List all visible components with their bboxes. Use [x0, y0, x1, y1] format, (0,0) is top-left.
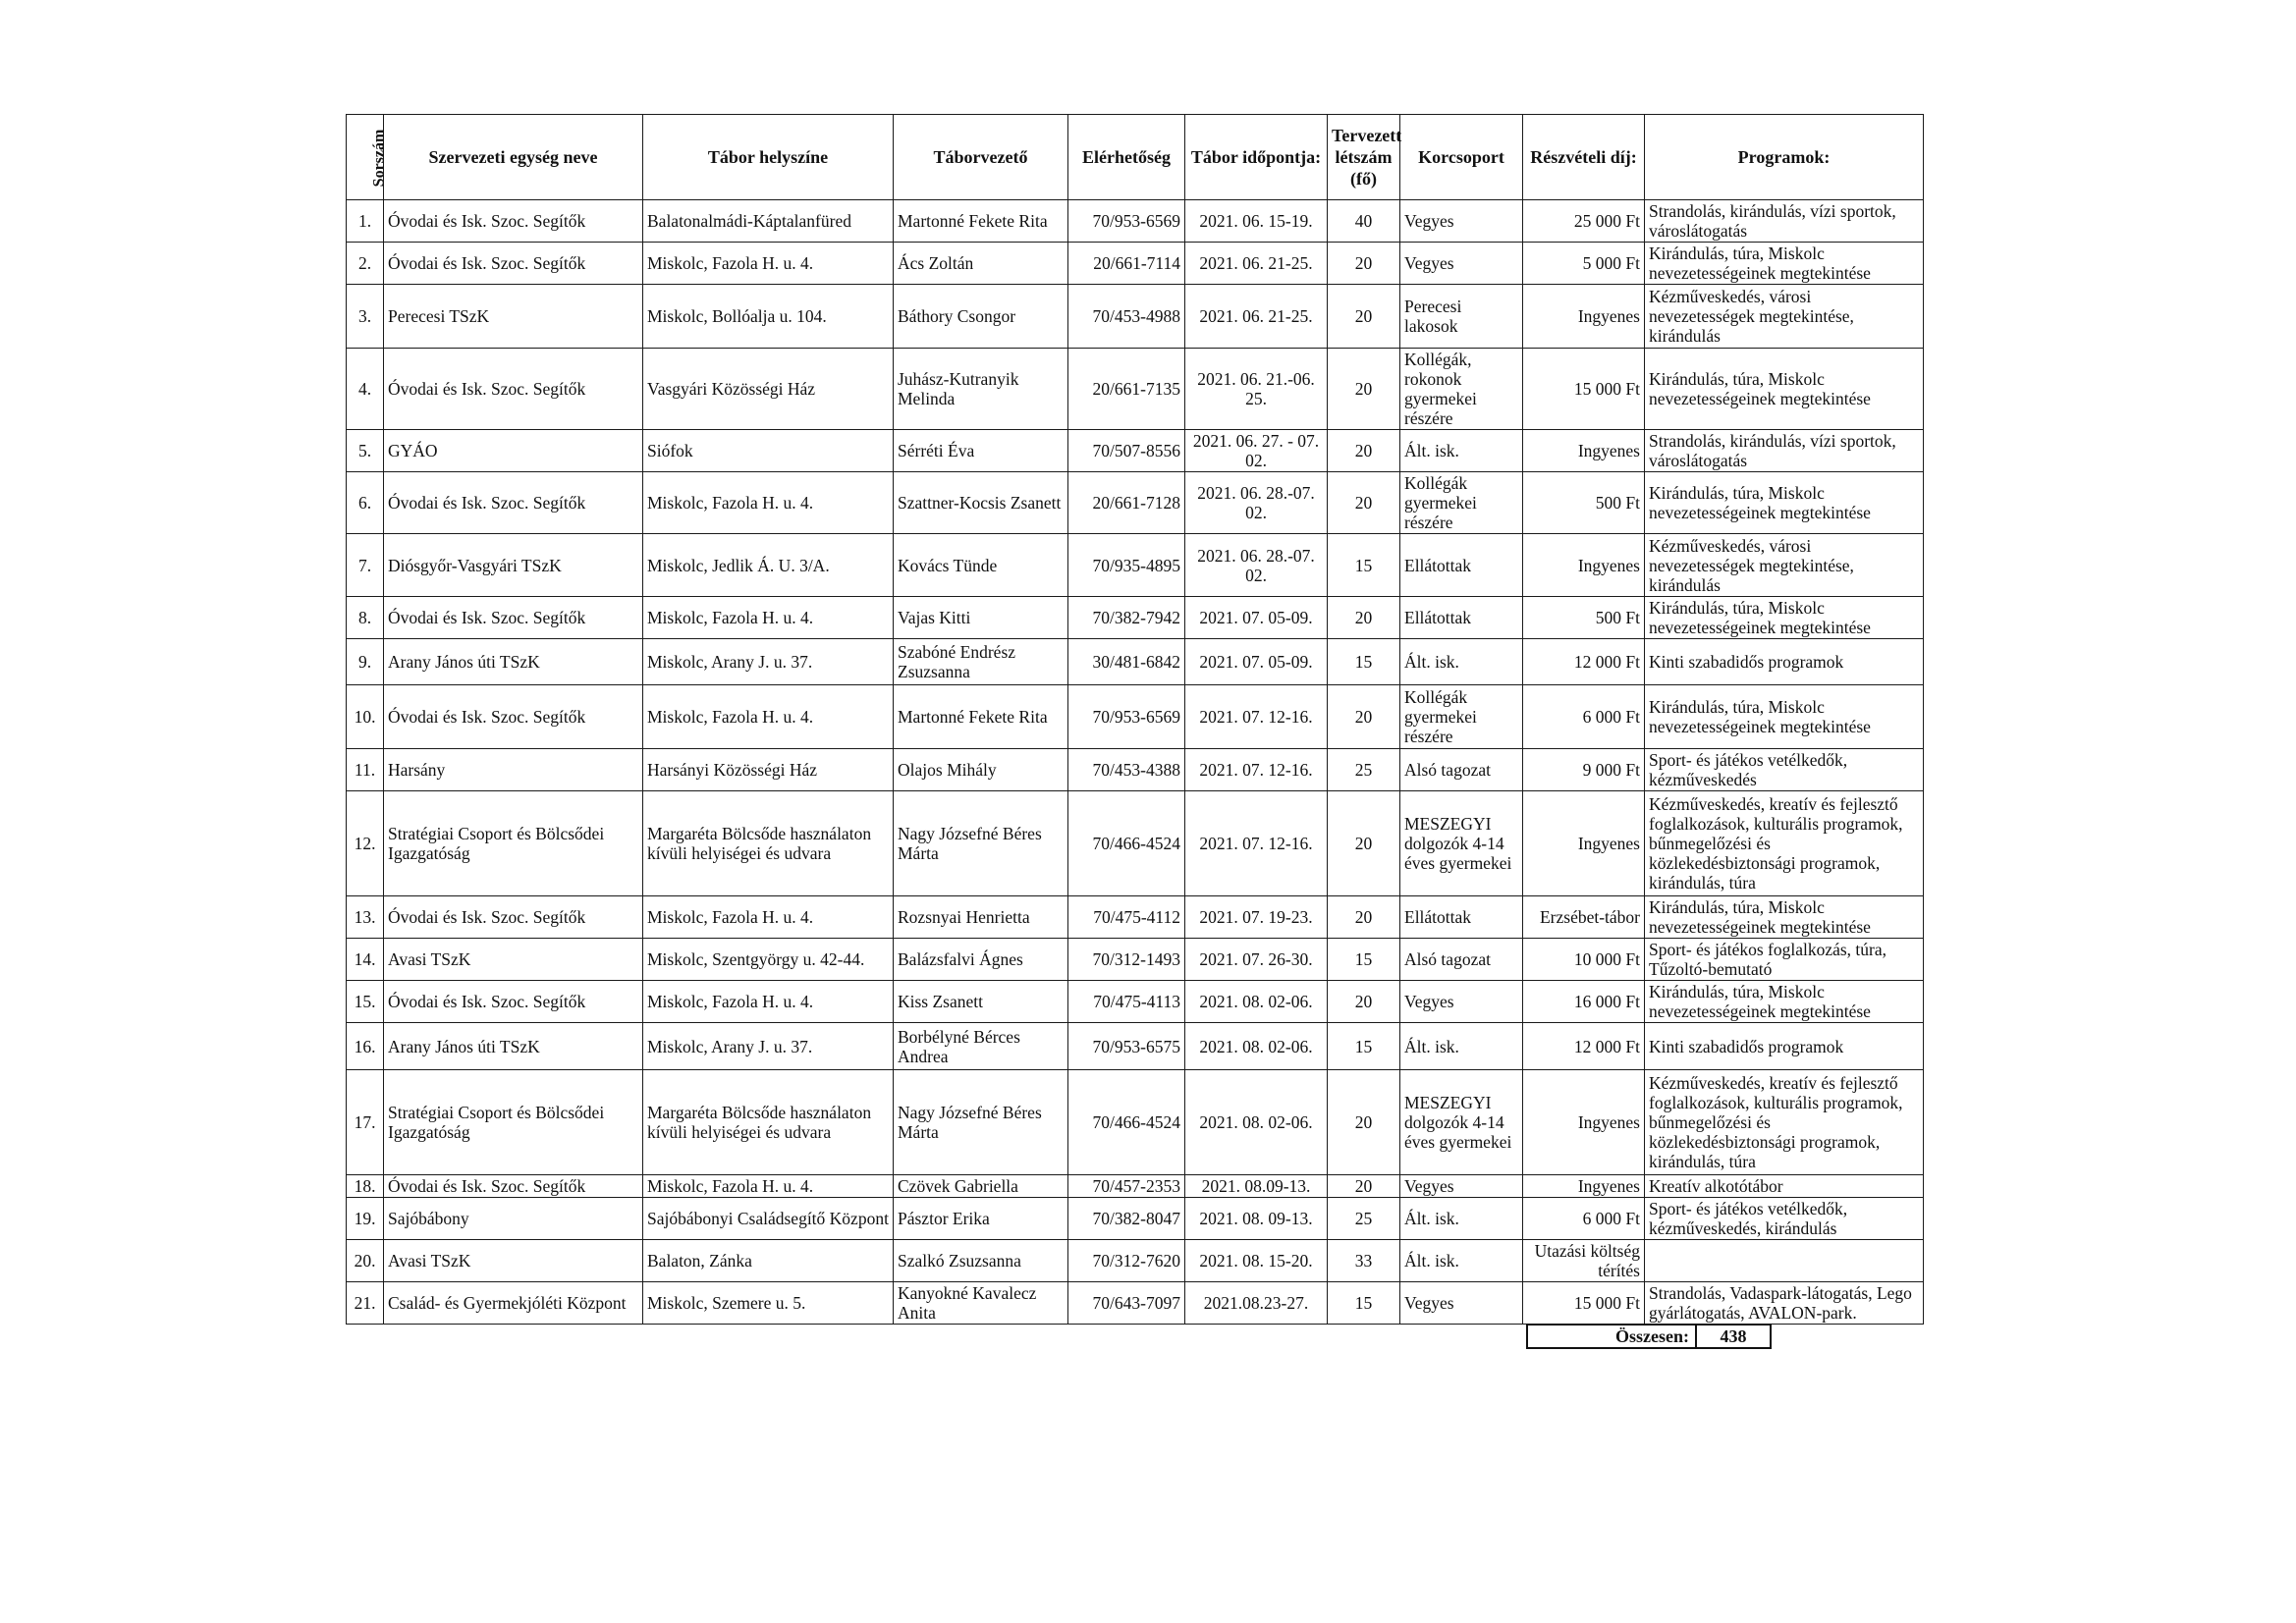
cell-count: 20 [1328, 243, 1400, 285]
cell-programs: Kirándulás, túra, Miskolc nevezetességeinek megtekintése [1645, 243, 1924, 285]
cell-phone: 70/953-6569 [1068, 200, 1185, 243]
cell-fee: 6 000 Ft [1523, 685, 1645, 749]
cell-unit: Óvodai és Isk. Szoc. Segítők [384, 597, 643, 639]
cell-age-group: Vegyes [1400, 1282, 1523, 1325]
total-value: 438 [1696, 1325, 1771, 1348]
cell-unit: Diósgyőr-Vasgyári TSzK [384, 534, 643, 597]
cell-date: 2021. 06. 21.-06. 25. [1185, 349, 1328, 430]
cell-unit: Óvodai és Isk. Szoc. Segítők [384, 981, 643, 1023]
table-row [347, 1175, 1924, 1198]
cell-leader: Sérréti Éva [894, 430, 1068, 472]
cell-fee: 12 000 Ft [1523, 1023, 1645, 1070]
cell-programs: Kirándulás, túra, Miskolc nevezetességeinek megtekintése [1645, 685, 1924, 749]
cell-fee: 15 000 Ft [1523, 349, 1645, 430]
table-row [347, 1282, 1924, 1325]
cell-place: Miskolc, Arany J. u. 37. [643, 1023, 894, 1070]
cell-age-group: Kollégák gyermekei részére [1400, 685, 1523, 749]
cell-unit: Sajóbábony [384, 1198, 643, 1240]
cell-phone: 70/643-7097 [1068, 1282, 1185, 1325]
cell-place: Miskolc, Bollóalja u. 104. [643, 285, 894, 349]
table-row [347, 639, 1924, 685]
cell-count: 20 [1328, 981, 1400, 1023]
cell-programs: Kézműveskedés, városi nevezetességek megtekintése, kirándulás [1645, 285, 1924, 349]
cell-count: 15 [1328, 939, 1400, 981]
table-row [347, 200, 1924, 243]
cell-unit: Óvodai és Isk. Szoc. Segítők [384, 896, 643, 939]
cell-date: 2021. 06. 21-25. [1185, 285, 1328, 349]
cell-age-group: Ellátottak [1400, 597, 1523, 639]
cell-fee: Utazási költség térítés [1523, 1240, 1645, 1282]
cell-phone: 70/466-4524 [1068, 791, 1185, 896]
cell-phone: 70/466-4524 [1068, 1070, 1185, 1175]
cell-number: 16. [347, 1023, 384, 1070]
cell-number: 15. [347, 981, 384, 1023]
cell-number: 21. [347, 1282, 384, 1325]
cell-unit: Óvodai és Isk. Szoc. Segítők [384, 1175, 643, 1198]
header-phone: Elérhetőség [1068, 115, 1185, 200]
cell-phone: 70/475-4112 [1068, 896, 1185, 939]
cell-date: 2021. 07. 26-30. [1185, 939, 1328, 981]
cell-number: 9. [347, 639, 384, 685]
cell-number: 2. [347, 243, 384, 285]
cell-programs: Sport- és játékos foglalkozás, túra, Tűzoltó-bemutató [1645, 939, 1924, 981]
cell-fee: 6 000 Ft [1523, 1198, 1645, 1240]
cell-count: 20 [1328, 1175, 1400, 1198]
header-leader: Táborvezető [894, 115, 1068, 200]
cell-date: 2021. 06. 28.-07. 02. [1185, 534, 1328, 597]
table-row [347, 285, 1924, 349]
cell-unit: Stratégiai Csoport és Bölcsődei Igazgatóság [384, 791, 643, 896]
cell-date: 2021. 07. 12-16. [1185, 685, 1328, 749]
cell-place: Balaton, Zánka [643, 1240, 894, 1282]
cell-place: Miskolc, Fazola H. u. 4. [643, 1175, 894, 1198]
table-row [347, 791, 1924, 896]
cell-programs: Kinti szabadidős programok [1645, 1023, 1924, 1070]
cell-phone: 30/481-6842 [1068, 639, 1185, 685]
cell-leader: Nagy Józsefné Béres Márta [894, 791, 1068, 896]
cell-number: 5. [347, 430, 384, 472]
header-unit: Szervezeti egység neve [384, 115, 643, 200]
cell-place: Miskolc, Fazola H. u. 4. [643, 243, 894, 285]
header-count: Tervezett létszám (fő) [1328, 115, 1400, 200]
cell-phone: 70/382-8047 [1068, 1198, 1185, 1240]
cell-programs: Kirándulás, túra, Miskolc nevezetességeinek megtekintése [1645, 472, 1924, 534]
cell-leader: Nagy Józsefné Béres Márta [894, 1070, 1068, 1175]
cell-phone: 70/453-4988 [1068, 285, 1185, 349]
cell-number: 3. [347, 285, 384, 349]
cell-count: 20 [1328, 472, 1400, 534]
cell-programs: Sport- és játékos vetélkedők, kézműveskedés, kirándulás [1645, 1198, 1924, 1240]
cell-programs: Kirándulás, túra, Miskolc nevezetességeinek megtekintése [1645, 349, 1924, 430]
cell-fee: 9 000 Ft [1523, 749, 1645, 791]
cell-fee: 5 000 Ft [1523, 243, 1645, 285]
cell-fee: Erzsébet-tábor [1523, 896, 1645, 939]
cell-unit: Perecesi TSzK [384, 285, 643, 349]
cell-programs: Kreatív alkotótábor [1645, 1175, 1924, 1198]
cell-age-group: MESZEGYI dolgozók 4-14 éves gyermekei [1400, 1070, 1523, 1175]
cell-age-group: Vegyes [1400, 200, 1523, 243]
cell-leader: Pásztor Erika [894, 1198, 1068, 1240]
cell-age-group: Ált. isk. [1400, 639, 1523, 685]
cell-unit: Harsány [384, 749, 643, 791]
header-age-group: Korcsoport [1400, 115, 1523, 200]
cell-date: 2021. 06. 27. - 07. 02. [1185, 430, 1328, 472]
cell-unit: Óvodai és Isk. Szoc. Segítők [384, 243, 643, 285]
cell-date: 2021. 06. 21-25. [1185, 243, 1328, 285]
cell-count: 15 [1328, 1023, 1400, 1070]
cell-age-group: Ált. isk. [1400, 1198, 1523, 1240]
cell-programs: Kirándulás, túra, Miskolc nevezetességeinek megtekintése [1645, 597, 1924, 639]
cell-count: 25 [1328, 1198, 1400, 1240]
cell-date: 2021. 08. 15-20. [1185, 1240, 1328, 1282]
cell-leader: Juhász-Kutranyik Melinda [894, 349, 1068, 430]
cell-count: 15 [1328, 639, 1400, 685]
cell-leader: Rozsnyai Henrietta [894, 896, 1068, 939]
cell-number: 1. [347, 200, 384, 243]
cell-number: 13. [347, 896, 384, 939]
cell-leader: Szattner-Kocsis Zsanett [894, 472, 1068, 534]
cell-age-group: Perecesi lakosok [1400, 285, 1523, 349]
cell-fee: 500 Ft [1523, 472, 1645, 534]
table-row [347, 430, 1924, 472]
cell-place: Miskolc, Fazola H. u. 4. [643, 896, 894, 939]
table-row [347, 1198, 1924, 1240]
cell-age-group: MESZEGYI dolgozók 4-14 éves gyermekei [1400, 791, 1523, 896]
cell-leader: Báthory Csongor [894, 285, 1068, 349]
cell-number: 12. [347, 791, 384, 896]
header-fee: Részvételi díj: [1523, 115, 1645, 200]
cell-programs: Strandolás, kirándulás, vízi sportok, városlátogatás [1645, 200, 1924, 243]
cell-phone: 70/953-6575 [1068, 1023, 1185, 1070]
cell-date: 2021. 08.09-13. [1185, 1175, 1328, 1198]
cell-phone: 70/312-1493 [1068, 939, 1185, 981]
cell-count: 20 [1328, 430, 1400, 472]
cell-leader: Kiss Zsanett [894, 981, 1068, 1023]
cell-place: Miskolc, Fazola H. u. 4. [643, 981, 894, 1023]
cell-phone: 70/382-7942 [1068, 597, 1185, 639]
cell-count: 20 [1328, 597, 1400, 639]
cell-phone: 70/453-4388 [1068, 749, 1185, 791]
table-row [347, 1070, 1924, 1175]
cell-number: 17. [347, 1070, 384, 1175]
cell-place: Miskolc, Szemere u. 5. [643, 1282, 894, 1325]
table-row [347, 1240, 1924, 1282]
header-sorszam: Sorszám [347, 115, 384, 200]
table-row [347, 349, 1924, 430]
cell-place: Miskolc, Arany J. u. 37. [643, 639, 894, 685]
cell-programs: Sport- és játékos vetélkedők, kézműveskedés [1645, 749, 1924, 791]
cell-count: 20 [1328, 685, 1400, 749]
cell-date: 2021. 07. 12-16. [1185, 749, 1328, 791]
cell-phone: 20/661-7128 [1068, 472, 1185, 534]
cell-phone: 70/475-4113 [1068, 981, 1185, 1023]
cell-leader: Borbélyné Bérces Andrea [894, 1023, 1068, 1070]
cell-age-group: Ált. isk. [1400, 430, 1523, 472]
cell-fee: 500 Ft [1523, 597, 1645, 639]
cell-date: 2021.08.23-27. [1185, 1282, 1328, 1325]
cell-place: Margaréta Bölcsőde használaton kívüli helyiségei és udvara [643, 1070, 894, 1175]
cell-age-group: Kollégák gyermekei részére [1400, 472, 1523, 534]
camp-schedule-sheet [346, 114, 1924, 1346]
cell-fee: Ingyenes [1523, 1070, 1645, 1175]
cell-unit: Óvodai és Isk. Szoc. Segítők [384, 349, 643, 430]
cell-fee: Ingyenes [1523, 430, 1645, 472]
cell-count: 20 [1328, 285, 1400, 349]
cell-count: 33 [1328, 1240, 1400, 1282]
cell-fee: 16 000 Ft [1523, 981, 1645, 1023]
cell-programs: Kézműveskedés, városi nevezetességek megtekintése, kirándulás [1645, 534, 1924, 597]
cell-programs: Kirándulás, túra, Miskolc nevezetességeinek megtekintése [1645, 981, 1924, 1023]
table-row [347, 534, 1924, 597]
cell-programs: Kinti szabadidős programok [1645, 639, 1924, 685]
cell-fee: 25 000 Ft [1523, 200, 1645, 243]
totals-box [1526, 1324, 1772, 1349]
cell-unit: Család- és Gyermekjóléti Központ [384, 1282, 643, 1325]
cell-unit: Óvodai és Isk. Szoc. Segítők [384, 685, 643, 749]
table-row [347, 749, 1924, 791]
cell-number: 8. [347, 597, 384, 639]
header-date: Tábor időpontja: [1185, 115, 1328, 200]
cell-count: 20 [1328, 791, 1400, 896]
camp-table [346, 114, 1924, 1325]
header-programs: Programok: [1645, 115, 1924, 200]
cell-fee: Ingyenes [1523, 285, 1645, 349]
cell-place: Balatonalmádi-Káptalanfüred [643, 200, 894, 243]
cell-place: Harsányi Közösségi Ház [643, 749, 894, 791]
cell-programs [1645, 1240, 1924, 1282]
cell-programs: Strandolás, Vadaspark-látogatás, Lego gyárlátogatás, AVALON-park. [1645, 1282, 1924, 1325]
cell-date: 2021. 08. 02-06. [1185, 981, 1328, 1023]
cell-phone: 70/935-4895 [1068, 534, 1185, 597]
cell-age-group: Ellátottak [1400, 896, 1523, 939]
cell-fee: Ingyenes [1523, 791, 1645, 896]
cell-age-group: Alsó tagozat [1400, 749, 1523, 791]
cell-leader: Kovács Tünde [894, 534, 1068, 597]
cell-programs: Strandolás, kirándulás, vízi sportok, városlátogatás [1645, 430, 1924, 472]
cell-unit: Óvodai és Isk. Szoc. Segítők [384, 200, 643, 243]
cell-age-group: Alsó tagozat [1400, 939, 1523, 981]
cell-count: 20 [1328, 349, 1400, 430]
cell-place: Vasgyári Közösségi Ház [643, 349, 894, 430]
cell-age-group: Vegyes [1400, 1175, 1523, 1198]
cell-unit: Arany János úti TSzK [384, 1023, 643, 1070]
cell-number: 20. [347, 1240, 384, 1282]
cell-fee: 10 000 Ft [1523, 939, 1645, 981]
cell-count: 40 [1328, 200, 1400, 243]
cell-leader: Szabóné Endrész Zsuzsanna [894, 639, 1068, 685]
cell-place: Miskolc, Fazola H. u. 4. [643, 597, 894, 639]
cell-age-group: Vegyes [1400, 243, 1523, 285]
cell-place: Margaréta Bölcsőde használaton kívüli helyiségei és udvara [643, 791, 894, 896]
table-body [347, 200, 1924, 1325]
cell-date: 2021. 08. 02-06. [1185, 1070, 1328, 1175]
cell-number: 18. [347, 1175, 384, 1198]
cell-place: Miskolc, Fazola H. u. 4. [643, 685, 894, 749]
cell-unit: Arany János úti TSzK [384, 639, 643, 685]
header-place: Tábor helyszíne [643, 115, 894, 200]
cell-number: 10. [347, 685, 384, 749]
cell-place: Miskolc, Szentgyörgy u. 42-44. [643, 939, 894, 981]
table-row [347, 472, 1924, 534]
cell-phone: 70/457-2353 [1068, 1175, 1185, 1198]
cell-date: 2021. 07. 05-09. [1185, 597, 1328, 639]
cell-fee: Ingyenes [1523, 534, 1645, 597]
cell-fee: 12 000 Ft [1523, 639, 1645, 685]
cell-phone: 20/661-7114 [1068, 243, 1185, 285]
table-row [347, 243, 1924, 285]
cell-leader: Balázsfalvi Ágnes [894, 939, 1068, 981]
cell-leader: Ács Zoltán [894, 243, 1068, 285]
cell-number: 14. [347, 939, 384, 981]
cell-fee: Ingyenes [1523, 1175, 1645, 1198]
cell-count: 20 [1328, 1070, 1400, 1175]
cell-number: 11. [347, 749, 384, 791]
table-row [347, 1023, 1924, 1070]
cell-fee: 15 000 Ft [1523, 1282, 1645, 1325]
table-header [347, 115, 1924, 200]
table-row [347, 597, 1924, 639]
total-label: Összesen: [1527, 1325, 1696, 1348]
cell-date: 2021. 08. 02-06. [1185, 1023, 1328, 1070]
cell-age-group: Kollégák, rokonok gyermekei részére [1400, 349, 1523, 430]
cell-leader: Czövek Gabriella [894, 1175, 1068, 1198]
cell-date: 2021. 08. 09-13. [1185, 1198, 1328, 1240]
cell-programs: Kézműveskedés, kreatív és fejlesztő foglalkozások, kulturális programok, bűnmegelőzési és közlekedésbiztonsági programok, kirándulás, túra [1645, 1070, 1924, 1175]
cell-number: 4. [347, 349, 384, 430]
cell-unit: GYÁO [384, 430, 643, 472]
table-row [347, 981, 1924, 1023]
cell-phone: 70/312-7620 [1068, 1240, 1185, 1282]
cell-unit: Avasi TSzK [384, 1240, 643, 1282]
cell-unit: Stratégiai Csoport és Bölcsődei Igazgatóság [384, 1070, 643, 1175]
cell-leader: Kanyokné Kavalecz Anita [894, 1282, 1068, 1325]
cell-age-group: Ált. isk. [1400, 1023, 1523, 1070]
table-row [347, 939, 1924, 981]
cell-place: Siófok [643, 430, 894, 472]
cell-date: 2021. 07. 05-09. [1185, 639, 1328, 685]
table-row [347, 685, 1924, 749]
cell-count: 15 [1328, 1282, 1400, 1325]
cell-leader: Martonné Fekete Rita [894, 200, 1068, 243]
cell-programs: Kézműveskedés, kreatív és fejlesztő foglalkozások, kulturális programok, bűnmegelőzési és közlekedésbiztonsági programok, kirándulás, túra [1645, 791, 1924, 896]
cell-phone: 70/507-8556 [1068, 430, 1185, 472]
cell-place: Sajóbábonyi Családsegítő Központ [643, 1198, 894, 1240]
cell-leader: Vajas Kitti [894, 597, 1068, 639]
cell-unit: Óvodai és Isk. Szoc. Segítők [384, 472, 643, 534]
cell-phone: 20/661-7135 [1068, 349, 1185, 430]
cell-programs: Kirándulás, túra, Miskolc nevezetességeinek megtekintése [1645, 896, 1924, 939]
cell-leader: Olajos Mihály [894, 749, 1068, 791]
cell-place: Miskolc, Fazola H. u. 4. [643, 472, 894, 534]
cell-count: 15 [1328, 534, 1400, 597]
table-row [347, 896, 1924, 939]
cell-count: 25 [1328, 749, 1400, 791]
cell-date: 2021. 07. 12-16. [1185, 791, 1328, 896]
cell-number: 19. [347, 1198, 384, 1240]
cell-place: Miskolc, Jedlik Á. U. 3/A. [643, 534, 894, 597]
cell-leader: Szalkó Zsuzsanna [894, 1240, 1068, 1282]
cell-number: 6. [347, 472, 384, 534]
cell-unit: Avasi TSzK [384, 939, 643, 981]
cell-leader: Martonné Fekete Rita [894, 685, 1068, 749]
cell-date: 2021. 07. 19-23. [1185, 896, 1328, 939]
cell-date: 2021. 06. 15-19. [1185, 200, 1328, 243]
cell-date: 2021. 06. 28.-07. 02. [1185, 472, 1328, 534]
cell-phone: 70/953-6569 [1068, 685, 1185, 749]
cell-age-group: Vegyes [1400, 981, 1523, 1023]
cell-age-group: Ált. isk. [1400, 1240, 1523, 1282]
cell-age-group: Ellátottak [1400, 534, 1523, 597]
cell-count: 20 [1328, 896, 1400, 939]
cell-number: 7. [347, 534, 384, 597]
